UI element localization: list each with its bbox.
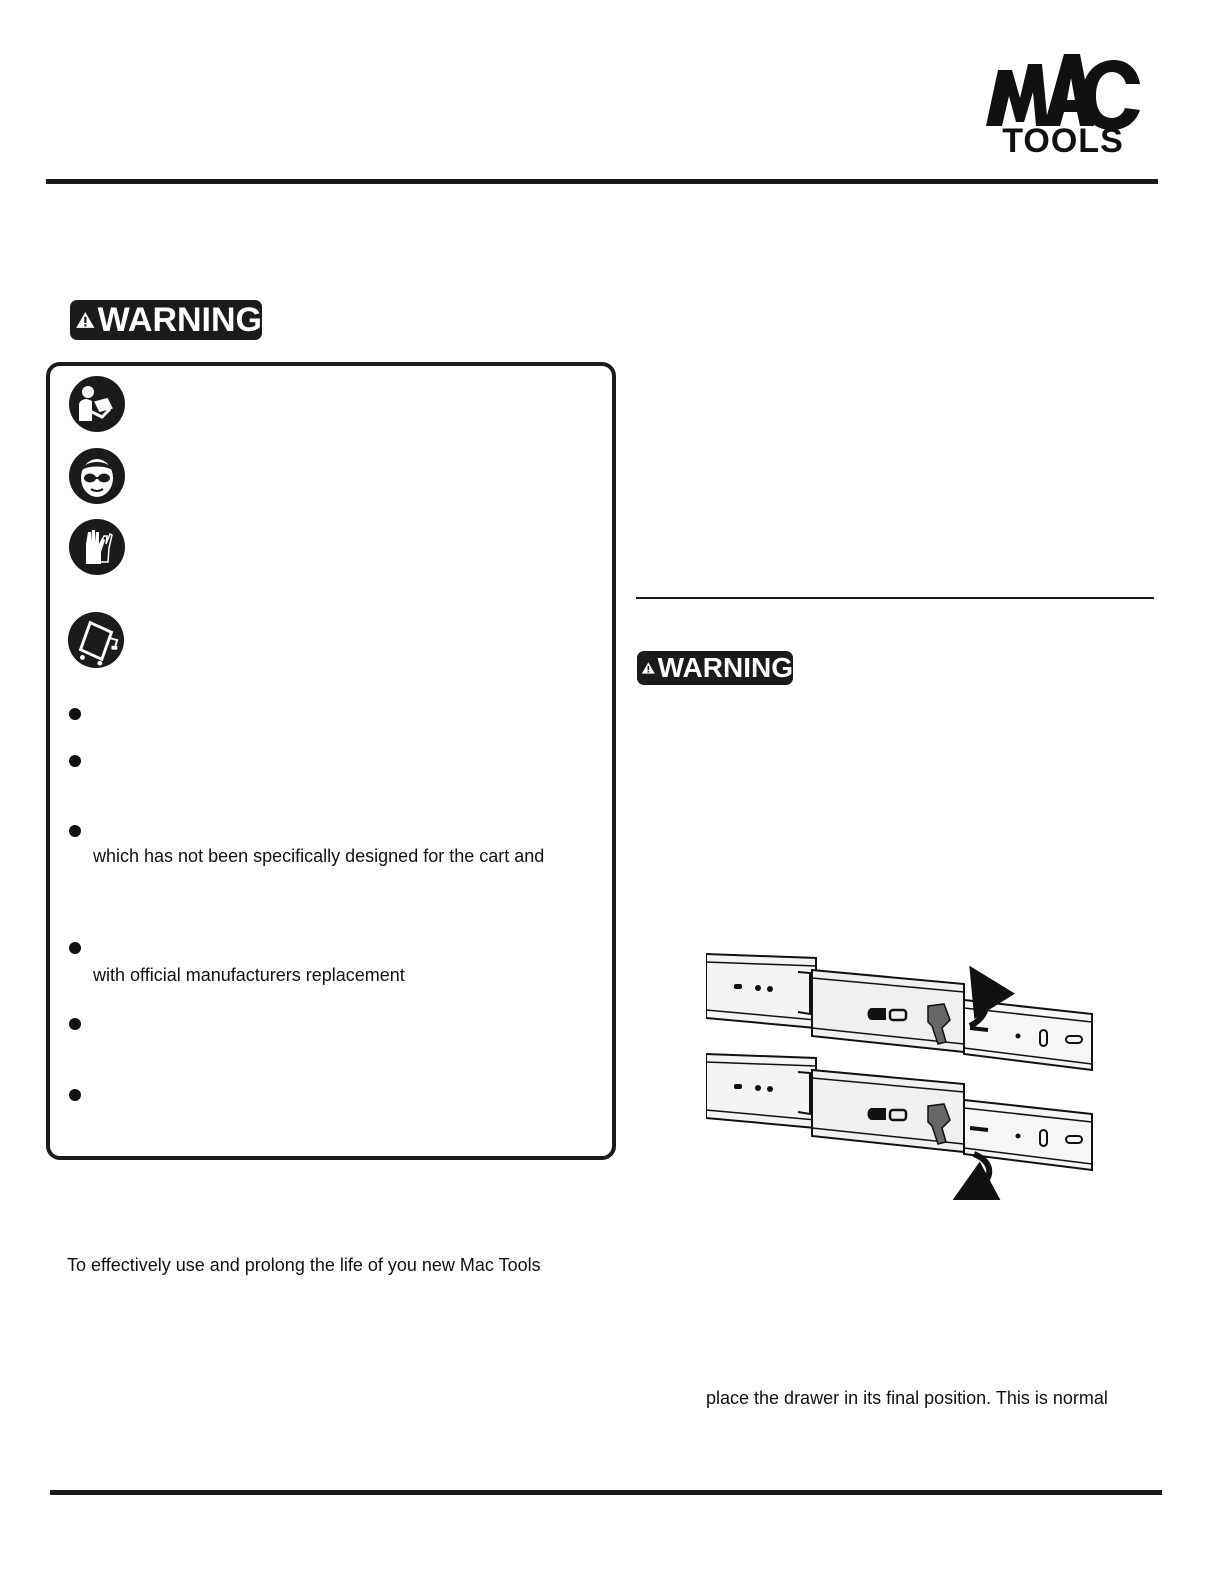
bullet-marker xyxy=(69,708,81,720)
intro-text: To effectively use and prolong the life of you new Mac Tools xyxy=(67,1255,541,1275)
warning-badge-right xyxy=(637,651,793,685)
warning-label: WARNING xyxy=(657,652,793,683)
bullet-marker xyxy=(69,1018,81,1030)
bullet-text: which has not been specifically designed for the cart and xyxy=(93,846,545,866)
svg-text:TOOLS: TOOLS xyxy=(1002,122,1124,156)
tipping-cart-icon xyxy=(67,611,125,669)
read-manual-icon xyxy=(68,375,126,433)
bullet-marker xyxy=(69,1089,81,1101)
bullet-marker xyxy=(69,825,81,837)
safety-goggles-icon xyxy=(68,447,126,505)
bullet-marker xyxy=(69,942,81,954)
footer-rule xyxy=(50,1490,1162,1495)
bullet-text: with official manufacturers replacement xyxy=(93,965,405,985)
mac-tools-logo xyxy=(982,50,1144,156)
gloves-icon xyxy=(68,518,126,576)
bullet-marker xyxy=(69,755,81,767)
warning-label: WARNING xyxy=(97,300,262,339)
header-rule xyxy=(46,179,1158,184)
drawer-slide-release-lever-diagram xyxy=(706,948,1096,1200)
section-rule xyxy=(636,597,1154,599)
drawer-note-text: place the drawer in its final position. This is normal xyxy=(706,1388,1108,1408)
warning-box xyxy=(46,362,616,1160)
warning-badge-left xyxy=(70,300,262,340)
warning-triangle-icon xyxy=(641,655,656,681)
warning-triangle-icon xyxy=(75,305,96,335)
